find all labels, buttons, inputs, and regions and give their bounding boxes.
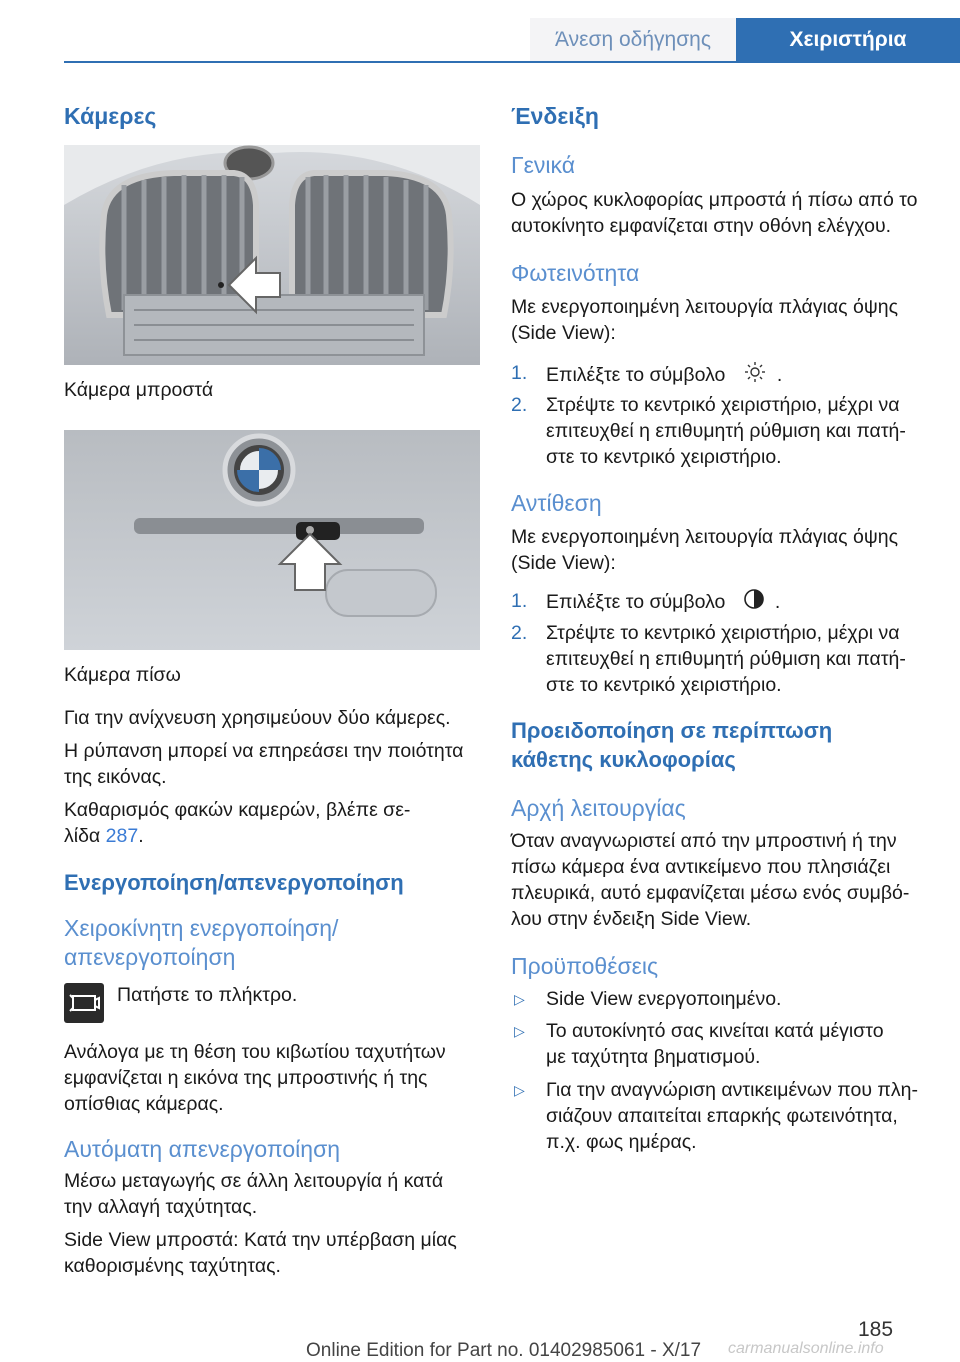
paragraph: της εικόνας. <box>64 766 167 788</box>
paragraph: (Side View): <box>511 552 616 574</box>
chapter-tab[interactable]: Χειριστήρια <box>736 18 960 62</box>
step-text: επιτευχθεί η επιθυμητή ρύθμιση και πατή‐ <box>546 420 906 442</box>
step-text: Στρέψτε το κεντρικό χειριστήριο, μέχρι να <box>546 622 900 644</box>
step-number: 1. <box>511 362 528 384</box>
step-number: 2. <box>511 622 528 644</box>
paragraph-text: λίδα <box>64 825 101 847</box>
paragraph: την αλλαγή ταχύτητας. <box>64 1196 258 1218</box>
subheading-brightness: Φωτεινότητα <box>511 260 640 286</box>
paragraph: οπίσθιας κάμερας. <box>64 1093 224 1115</box>
bullet-icon: ▷ <box>514 1023 525 1039</box>
heading-cross-traffic-cont: κάθετης κυκλοφορίας <box>511 747 736 772</box>
list-item: Για την αναγνώριση αντικειμένων που πλη‐ <box>546 1079 918 1101</box>
page-link[interactable]: 287 <box>105 825 139 847</box>
paragraph: εμφανίζεται η εικόνα της μπροστινής ή της <box>64 1067 428 1089</box>
camera-button-icon <box>64 983 104 1023</box>
contrast-icon <box>743 588 765 618</box>
paragraph: Μέσω μεταγωγής σε άλλη λειτουργία ή κατά <box>64 1170 444 1192</box>
paragraph: (Side View): <box>511 322 616 344</box>
list-item: Side View ενεργοποιημένο. <box>546 988 782 1010</box>
step-text-main: Επιλέξτε το σύμβολο <box>546 363 726 386</box>
edition-text: Online Edition for Part no. 01402985061 - X/17 <box>306 1340 702 1361</box>
list-item: με ταχύτητα βηματισμού. <box>546 1046 761 1068</box>
subheading-principle: Αρχή λειτουργίας <box>511 795 686 821</box>
section-title-cameras: Κάμερες <box>64 103 157 129</box>
step-text: στε το κεντρικό χειριστήριο. <box>546 674 782 696</box>
step-number: 2. <box>511 394 528 416</box>
section-tab[interactable]: Άνεση οδήγησης <box>530 18 736 62</box>
paragraph: καθορισμένης ταχύτητας. <box>64 1255 281 1277</box>
sun-icon <box>743 360 767 392</box>
paragraph: Η ρύπανση μπορεί να επηρεάσει την ποιότητα <box>64 740 464 762</box>
caption-front-camera: Κάμερα μπροστά <box>64 379 214 401</box>
paragraph: πλευρικά, αυτό εμφανίζεται μέσω ενός συμβό‐ <box>511 882 910 904</box>
heading-activation: Ενεργοποίηση/απενεργοποίηση <box>64 870 404 895</box>
period: . <box>138 825 144 847</box>
subheading-prerequisites: Προϋποθέσεις <box>511 953 659 979</box>
step-number: 1. <box>511 590 528 612</box>
paragraph: Για την ανίχνευση χρησιμεύουν δύο κάμερες. <box>64 707 451 729</box>
paragraph: πίσω κάμερα ένα αντικείμενο που πλησιάζει <box>511 856 891 878</box>
list-item: σιάζουν απαιτείται επαρκής φωτεινότητα, <box>546 1105 898 1127</box>
paragraph: Καθαρισμός φακών καμερών, βλέπε σε‐ <box>64 799 411 821</box>
page-number: 185 <box>858 1318 894 1341</box>
press-button-text: Πατήστε το πλήκτρο. <box>117 984 298 1006</box>
caption-rear-camera: Κάμερα πίσω <box>64 664 181 686</box>
subheading-contrast: Αντίθεση <box>511 490 602 516</box>
paragraph: Με ενεργοποιημένη λειτουργία πλάγιας όψης <box>511 296 898 318</box>
front-camera-image <box>64 145 480 365</box>
page-header <box>0 0 960 62</box>
paragraph: Side View μπροστά: Κατά την υπέρβαση μίας <box>64 1229 457 1251</box>
step-text <box>546 588 780 618</box>
step-text <box>546 360 782 392</box>
heading-cross-traffic: Προειδοποίηση σε περίπτωση <box>511 718 833 743</box>
paragraph: Όταν αναγνωριστεί από την μπροστινή ή την <box>511 830 897 852</box>
paragraph: αυτοκίνητο εμφανίζεται στην οθόνη ελέγχου. <box>511 215 892 237</box>
section-title-display: Ένδειξη <box>511 103 599 129</box>
step-text: στε το κεντρικό χειριστήριο. <box>546 446 782 468</box>
list-item: π.χ. φως ημέρας. <box>546 1131 697 1153</box>
header-rule <box>64 61 960 63</box>
subheading-general: Γενικά <box>511 152 576 178</box>
subheading-manual-cont: απενεργοποίηση <box>64 944 236 970</box>
bullet-icon: ▷ <box>514 991 525 1007</box>
list-item: Το αυτοκίνητό σας κινείται κατά μέγιστο <box>546 1020 884 1042</box>
bullet-icon: ▷ <box>514 1082 525 1098</box>
paragraph: λου στην ένδειξη Side View. <box>511 908 752 930</box>
period: . <box>774 590 781 613</box>
step-text-main: Επιλέξτε το σύμβολο <box>546 590 726 613</box>
period: . <box>776 363 783 386</box>
paragraph: Ο χώρος κυκλοφορίας μπροστά ή πίσω από το <box>511 189 918 211</box>
step-text: επιτευχθεί η επιθυμητή ρύθμιση και πατή‐ <box>546 648 906 670</box>
subheading-auto-off: Αυτόματη απενεργοποίηση <box>64 1136 341 1162</box>
rear-camera-image <box>64 430 480 650</box>
subheading-manual: Χειροκίνητη ενεργοποίηση/ <box>64 915 339 941</box>
paragraph: Με ενεργοποιημένη λειτουργία πλάγιας όψης <box>511 526 898 548</box>
watermark: carmanualsonline.info <box>728 1340 884 1357</box>
paragraph: Ανάλογα με τη θέση του κιβωτίου ταχυτήτων <box>64 1041 446 1063</box>
paragraph <box>64 823 144 850</box>
step-text: Στρέψτε το κεντρικό χειριστήριο, μέχρι να <box>546 394 900 416</box>
